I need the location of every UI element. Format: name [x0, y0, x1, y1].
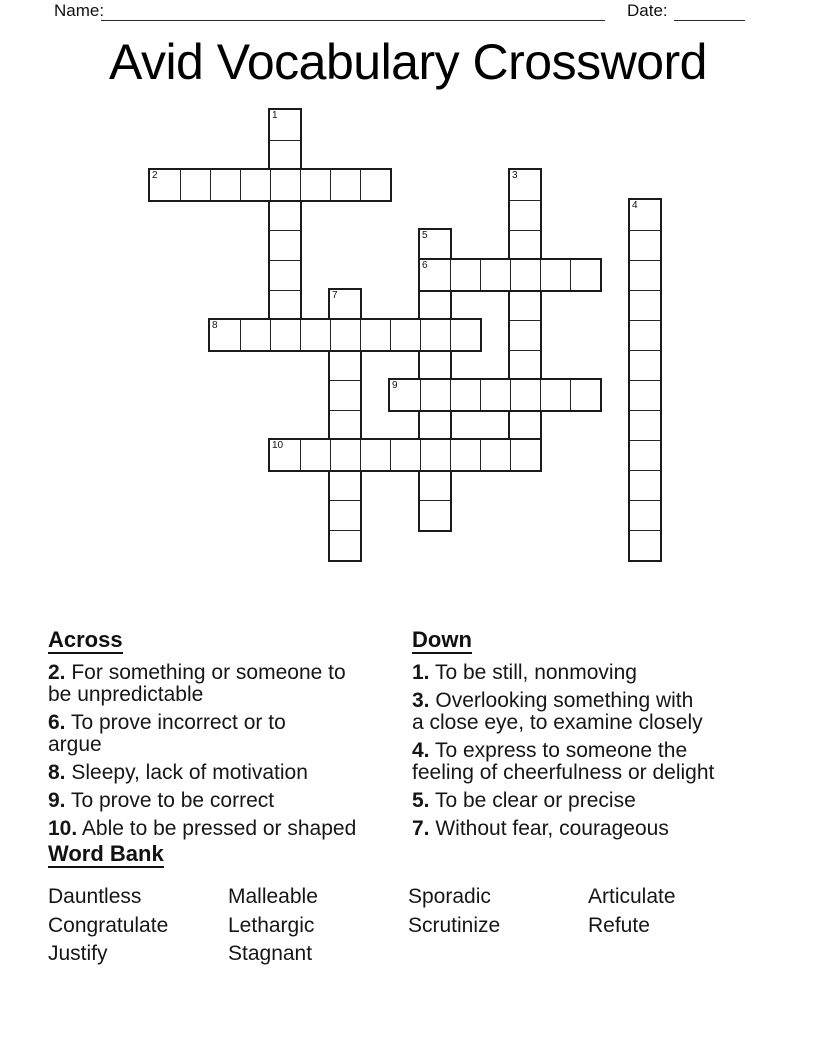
clue-number: 9. [48, 789, 66, 812]
clue-text: Sleepy, lack of motivation [71, 761, 308, 784]
clue-down-4 [412, 740, 782, 784]
clue-down-7 [412, 818, 782, 840]
word-bank-item: Lethargic [228, 913, 315, 937]
cell-r11-c10[interactable] [450, 440, 480, 470]
cell-r7-c10[interactable] [450, 320, 480, 350]
cell-r5-c16[interactable] [630, 260, 660, 290]
word-bank-item: Scrutinize [408, 913, 501, 937]
word-9-across [388, 378, 602, 412]
clue-number: 3. [412, 689, 430, 712]
clue-text: To be still, nonmoving [434, 661, 637, 684]
clue-across-2 [48, 662, 393, 706]
cell-r6-c12[interactable] [510, 290, 540, 320]
clue-text: Overlooking something with [435, 689, 694, 712]
date-blank-line[interactable] [674, 3, 745, 21]
cell-number-5: 5 [422, 230, 428, 241]
clue-down-5 [412, 790, 782, 812]
cell-r8-c16[interactable] [630, 350, 660, 380]
clue-across-8 [48, 762, 393, 784]
cell-r5-c4[interactable] [270, 260, 300, 290]
cell-r2-c4[interactable] [270, 170, 300, 200]
cell-r7-c3[interactable] [240, 320, 270, 350]
cell-r4-c16[interactable] [630, 230, 660, 260]
cell-r11-c6[interactable] [330, 440, 360, 470]
cell-r7-c12[interactable] [510, 320, 540, 350]
cell-number-9: 9 [392, 380, 398, 391]
cell-r7-c7[interactable] [360, 320, 390, 350]
across-heading: Across [48, 627, 123, 652]
cell-r8-c12[interactable] [510, 350, 540, 380]
clue-text-line2: be unpredictable [48, 683, 204, 706]
cell-r2-c5[interactable] [300, 170, 330, 200]
word-6-across [418, 258, 602, 292]
clue-across-9 [48, 790, 393, 812]
clue-down-1 [412, 662, 782, 684]
clue-text: Without fear, courageous [435, 817, 669, 840]
word-bank-item: Sporadic [408, 885, 491, 908]
word-bank-item: Congratulate [48, 913, 169, 937]
cell-r11-c11[interactable] [480, 440, 510, 470]
crossword-grid [150, 110, 666, 566]
across-clues-section [48, 629, 393, 846]
word-bank-item: Refute [588, 913, 650, 937]
cell-number-8: 8 [212, 320, 218, 331]
cell-r5-c14[interactable] [570, 260, 600, 290]
word-bank-item: Malleable [228, 885, 318, 908]
clue-number: 4. [412, 739, 430, 762]
word-bank-section [48, 843, 788, 969]
clue-text-line2: argue [48, 733, 102, 756]
cell-r12-c16[interactable] [630, 470, 660, 500]
cell-r10-c6[interactable] [330, 410, 360, 440]
clue-across-6 [48, 712, 393, 756]
cell-r9-c11[interactable] [480, 380, 510, 410]
cell-r13-c16[interactable] [630, 500, 660, 530]
cell-r11-c5[interactable] [300, 440, 330, 470]
word-bank-heading: Word Bank [48, 841, 164, 866]
cell-number-4: 4 [632, 200, 638, 211]
cell-r4-c4[interactable] [270, 230, 300, 260]
cell-r7-c6[interactable] [330, 320, 360, 350]
clue-number: 8. [48, 761, 66, 784]
cell-r5-c11[interactable] [480, 260, 510, 290]
cell-r6-c9[interactable] [420, 290, 450, 320]
word-bank-item: Articulate [588, 885, 676, 908]
name-label: Name: [54, 1, 105, 20]
cell-number-7: 7 [332, 290, 338, 301]
cell-r11-c8[interactable] [390, 440, 420, 470]
cell-r10-c16[interactable] [630, 410, 660, 440]
cell-r13-c9[interactable] [420, 500, 450, 530]
cell-r9-c12[interactable] [510, 380, 540, 410]
page-title: Avid Vocabulary Crossword [109, 34, 707, 90]
clue-text-line2: feeling of cheerfulness or delight [412, 761, 715, 784]
cell-r12-c6[interactable] [330, 470, 360, 500]
cell-number-3: 3 [512, 170, 518, 181]
clue-number: 10. [48, 817, 78, 840]
date-label: Date: [627, 1, 668, 20]
cell-r1-c4[interactable] [270, 140, 300, 170]
cell-r4-c12[interactable] [510, 230, 540, 260]
cell-number-10: 10 [272, 440, 284, 451]
clue-across-10 [48, 818, 393, 840]
cell-r7-c8[interactable] [390, 320, 420, 350]
clue-text: To express to someone the [434, 739, 688, 762]
word-10-across [268, 438, 542, 472]
cell-r9-c6[interactable] [330, 380, 360, 410]
word-8-across [208, 318, 482, 352]
cell-r5-c10[interactable] [450, 260, 480, 290]
cell-number-6: 6 [422, 260, 428, 271]
cell-r2-c1[interactable] [180, 170, 210, 200]
clue-text: To prove incorrect or to [70, 711, 286, 734]
cell-r14-c6[interactable] [330, 530, 360, 560]
clue-text: For something or someone to [71, 661, 346, 684]
cell-r2-c6[interactable] [330, 170, 360, 200]
cell-r11-c16[interactable] [630, 440, 660, 470]
clue-text: Able to be pressed or shaped [81, 817, 357, 840]
cell-r3-c12[interactable] [510, 200, 540, 230]
clue-number: 6. [48, 711, 66, 734]
cell-r8-c6[interactable] [330, 350, 360, 380]
word-bank-item: Dauntless [48, 885, 142, 908]
cell-r7-c9[interactable] [420, 320, 450, 350]
cell-r9-c13[interactable] [540, 380, 570, 410]
cell-r14-c16[interactable] [630, 530, 660, 560]
cell-r5-c13[interactable] [540, 260, 570, 290]
name-blank-line[interactable] [101, 3, 605, 21]
clue-text: To prove to be correct [70, 789, 275, 812]
clue-text-line2: a close eye, to examine closely [412, 711, 703, 734]
word-2-across [148, 168, 392, 202]
word-bank-item: Justify [48, 942, 108, 965]
cell-number-1: 1 [272, 110, 278, 121]
clue-number: 7. [412, 817, 430, 840]
cell-r9-c9[interactable] [420, 380, 450, 410]
clue-text: To be clear or precise [434, 789, 636, 812]
word-3-down [508, 168, 542, 472]
cell-r7-c16[interactable] [630, 320, 660, 350]
cell-r3-c4[interactable] [270, 200, 300, 230]
word-1-down [268, 108, 302, 352]
clue-number: 5. [412, 789, 430, 812]
cell-r9-c16[interactable] [630, 380, 660, 410]
cell-r9-c14[interactable] [570, 380, 600, 410]
cell-r6-c16[interactable] [630, 290, 660, 320]
clue-number: 1. [412, 661, 430, 684]
cell-r7-c5[interactable] [300, 320, 330, 350]
cell-r11-c12[interactable] [510, 440, 540, 470]
cell-r2-c2[interactable] [210, 170, 240, 200]
clue-number: 2. [48, 661, 66, 684]
cell-r5-c12[interactable] [510, 260, 540, 290]
down-clues-section [412, 629, 782, 846]
cell-number-2: 2 [152, 170, 158, 181]
clue-down-3 [412, 690, 782, 734]
cell-r2-c7[interactable] [360, 170, 390, 200]
cell-r13-c6[interactable] [330, 500, 360, 530]
cell-r11-c7[interactable] [360, 440, 390, 470]
cell-r9-c10[interactable] [450, 380, 480, 410]
cell-r10-c12[interactable] [510, 410, 540, 440]
word-4-down [628, 198, 662, 562]
cell-r8-c9[interactable] [420, 350, 450, 380]
cell-r10-c9[interactable] [420, 410, 450, 440]
cell-r11-c9[interactable] [420, 440, 450, 470]
cell-r12-c9[interactable] [420, 470, 450, 500]
down-heading: Down [412, 627, 472, 652]
cell-r2-c3[interactable] [240, 170, 270, 200]
word-bank-item: Stagnant [228, 942, 313, 965]
cell-r7-c4[interactable] [270, 320, 300, 350]
cell-r6-c4[interactable] [270, 290, 300, 320]
word-bank-grid [48, 883, 788, 969]
